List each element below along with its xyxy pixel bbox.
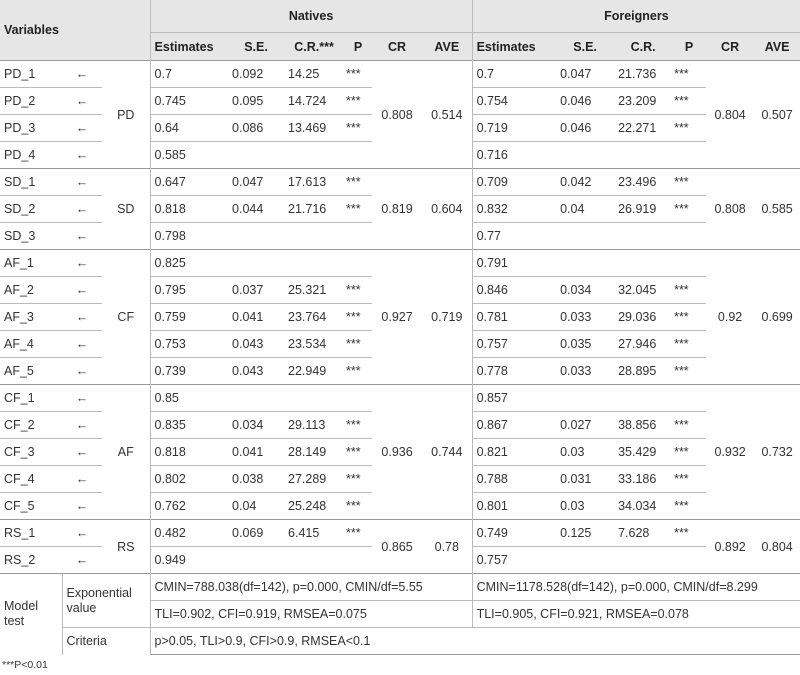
col-natives-cr-stat: C.R.*** bbox=[284, 33, 344, 61]
foreigners-estimate: 0.709 bbox=[472, 169, 556, 196]
foreigners-se bbox=[556, 385, 614, 412]
table-row bbox=[0, 520, 800, 547]
natives-estimate: 0.585 bbox=[150, 142, 228, 169]
natives-p bbox=[344, 547, 372, 574]
natives-cr-stat: 17.613 bbox=[284, 169, 344, 196]
natives-cr-stat: 14.25 bbox=[284, 61, 344, 88]
foreigners-estimate: 0.77 bbox=[472, 223, 556, 250]
arrow-icon: ← bbox=[62, 196, 102, 223]
natives-cr-stat: 23.764 bbox=[284, 304, 344, 331]
natives-p: *** bbox=[344, 466, 372, 493]
natives-estimate: 0.739 bbox=[150, 358, 228, 385]
natives-cr-stat: 6.415 bbox=[284, 520, 344, 547]
foreigners-header: Foreigners bbox=[472, 0, 800, 33]
natives-p: *** bbox=[344, 412, 372, 439]
variable-cell: CF_3 bbox=[0, 439, 62, 466]
foreigners-p: *** bbox=[672, 115, 706, 142]
table-row bbox=[0, 169, 800, 196]
foreigners-ave: 0.804 bbox=[754, 520, 800, 574]
foreigners-se: 0.035 bbox=[556, 331, 614, 358]
foreigners-se: 0.04 bbox=[556, 196, 614, 223]
natives-ave: 0.514 bbox=[422, 61, 472, 169]
foreigners-p: *** bbox=[672, 439, 706, 466]
foreigners-p: *** bbox=[672, 493, 706, 520]
arrow-icon: ← bbox=[62, 250, 102, 277]
natives-cr: 0.936 bbox=[372, 385, 422, 520]
foreigners-estimate: 0.778 bbox=[472, 358, 556, 385]
foreigners-se bbox=[556, 223, 614, 250]
criteria-value: p>0.05, TLI>0.9, CFI>0.9, RMSEA<0.1 bbox=[150, 628, 800, 655]
variable-cell: PD_1 bbox=[0, 61, 62, 88]
natives-cr-stat: 28.149 bbox=[284, 439, 344, 466]
foreigners-cr-stat: 35.429 bbox=[614, 439, 672, 466]
model-test-label: Model test bbox=[0, 574, 62, 655]
arrow-icon: ← bbox=[62, 169, 102, 196]
foreigners-estimate: 0.749 bbox=[472, 520, 556, 547]
foreigners-p: *** bbox=[672, 331, 706, 358]
arrow-icon: ← bbox=[62, 412, 102, 439]
natives-cr-stat: 22.949 bbox=[284, 358, 344, 385]
foreigners-se: 0.031 bbox=[556, 466, 614, 493]
natives-cr-stat bbox=[284, 223, 344, 250]
natives-estimate: 0.798 bbox=[150, 223, 228, 250]
foreigners-cr-stat: 27.946 bbox=[614, 331, 672, 358]
natives-p: *** bbox=[344, 358, 372, 385]
foreigners-cr: 0.932 bbox=[706, 385, 754, 520]
natives-p: *** bbox=[344, 331, 372, 358]
foreigners-estimate: 0.867 bbox=[472, 412, 556, 439]
natives-estimate: 0.949 bbox=[150, 547, 228, 574]
table-header bbox=[0, 0, 800, 61]
foreigners-cr-stat: 32.045 bbox=[614, 277, 672, 304]
natives-estimate: 0.753 bbox=[150, 331, 228, 358]
natives-ave: 0.719 bbox=[422, 250, 472, 385]
footnote: ***P<0.01 bbox=[2, 659, 48, 671]
foreigners-se bbox=[556, 250, 614, 277]
foreigners-cr-stat: 21.736 bbox=[614, 61, 672, 88]
natives-se: 0.041 bbox=[228, 304, 284, 331]
natives-estimate: 0.482 bbox=[150, 520, 228, 547]
table-body bbox=[0, 61, 800, 574]
natives-p: *** bbox=[344, 277, 372, 304]
model-test-section bbox=[0, 574, 800, 655]
natives-ave: 0.604 bbox=[422, 169, 472, 250]
natives-se: 0.047 bbox=[228, 169, 284, 196]
foreigners-p: *** bbox=[672, 277, 706, 304]
foreigners-se: 0.03 bbox=[556, 493, 614, 520]
natives-cr-stat: 27.289 bbox=[284, 466, 344, 493]
natives-se: 0.04 bbox=[228, 493, 284, 520]
arrow-icon: ← bbox=[62, 304, 102, 331]
natives-cr: 0.819 bbox=[372, 169, 422, 250]
foreigners-estimate: 0.846 bbox=[472, 277, 556, 304]
foreigners-cr-stat bbox=[614, 142, 672, 169]
natives-p bbox=[344, 250, 372, 277]
natives-cr-stat bbox=[284, 250, 344, 277]
foreigners-estimate: 0.716 bbox=[472, 142, 556, 169]
natives-p: *** bbox=[344, 88, 372, 115]
foreigners-se: 0.042 bbox=[556, 169, 614, 196]
natives-p bbox=[344, 385, 372, 412]
natives-ave: 0.744 bbox=[422, 385, 472, 520]
foreigners-se: 0.034 bbox=[556, 277, 614, 304]
foreigners-cr-stat bbox=[614, 250, 672, 277]
foreigners-se: 0.03 bbox=[556, 439, 614, 466]
col-foreigners-ave: AVE bbox=[754, 33, 800, 61]
factor-cell: AF bbox=[102, 385, 150, 520]
natives-p: *** bbox=[344, 439, 372, 466]
criteria-label: Criteria bbox=[62, 628, 150, 655]
foreigners-estimate: 0.754 bbox=[472, 88, 556, 115]
variable-cell: CF_4 bbox=[0, 466, 62, 493]
factor-cell: SD bbox=[102, 169, 150, 250]
natives-se: 0.043 bbox=[228, 331, 284, 358]
natives-estimate: 0.818 bbox=[150, 439, 228, 466]
factor-cell: RS bbox=[102, 520, 150, 574]
foreigners-estimate: 0.757 bbox=[472, 547, 556, 574]
foreigners-se bbox=[556, 547, 614, 574]
natives-cr-stat: 21.716 bbox=[284, 196, 344, 223]
natives-cr-stat: 25.248 bbox=[284, 493, 344, 520]
natives-se: 0.092 bbox=[228, 61, 284, 88]
arrow-icon: ← bbox=[62, 88, 102, 115]
exponential-value-label: Exponential value bbox=[62, 574, 150, 628]
foreigners-cr: 0.808 bbox=[706, 169, 754, 250]
foreigners-se: 0.027 bbox=[556, 412, 614, 439]
natives-se bbox=[228, 223, 284, 250]
table-row bbox=[0, 385, 800, 412]
foreigners-se bbox=[556, 142, 614, 169]
col-natives-cr: CR bbox=[372, 33, 422, 61]
variable-cell: CF_1 bbox=[0, 385, 62, 412]
natives-se: 0.095 bbox=[228, 88, 284, 115]
variable-cell: CF_2 bbox=[0, 412, 62, 439]
natives-cr: 0.927 bbox=[372, 250, 422, 385]
foreigners-se: 0.047 bbox=[556, 61, 614, 88]
col-natives-p: P bbox=[344, 33, 372, 61]
foreigners-cr-stat: 23.496 bbox=[614, 169, 672, 196]
natives-cr-stat: 29.113 bbox=[284, 412, 344, 439]
foreigners-estimate: 0.781 bbox=[472, 304, 556, 331]
natives-fit-line1: CMIN=788.038(df=142), p=0.000, CMIN/df=5.55 bbox=[150, 574, 472, 601]
foreigners-se: 0.046 bbox=[556, 88, 614, 115]
natives-fit-line2: TLI=0.902, CFI=0.919, RMSEA=0.075 bbox=[150, 601, 472, 628]
arrow-icon: ← bbox=[62, 142, 102, 169]
natives-cr-stat bbox=[284, 547, 344, 574]
foreigners-cr: 0.892 bbox=[706, 520, 754, 574]
natives-cr: 0.865 bbox=[372, 520, 422, 574]
foreigners-p: *** bbox=[672, 169, 706, 196]
table-row bbox=[0, 250, 800, 277]
natives-se: 0.069 bbox=[228, 520, 284, 547]
natives-p: *** bbox=[344, 115, 372, 142]
col-foreigners-estimates: Estimates bbox=[472, 33, 556, 61]
foreigners-p bbox=[672, 250, 706, 277]
foreigners-estimate: 0.857 bbox=[472, 385, 556, 412]
factor-cell: CF bbox=[102, 250, 150, 385]
variable-cell: AF_5 bbox=[0, 358, 62, 385]
variable-cell: RS_1 bbox=[0, 520, 62, 547]
natives-se: 0.034 bbox=[228, 412, 284, 439]
natives-se bbox=[228, 142, 284, 169]
foreigners-p bbox=[672, 223, 706, 250]
natives-cr: 0.808 bbox=[372, 61, 422, 169]
foreigners-cr-stat: 7.628 bbox=[614, 520, 672, 547]
natives-estimate: 0.802 bbox=[150, 466, 228, 493]
natives-estimate: 0.759 bbox=[150, 304, 228, 331]
arrow-icon: ← bbox=[62, 520, 102, 547]
natives-estimate: 0.64 bbox=[150, 115, 228, 142]
natives-se bbox=[228, 385, 284, 412]
natives-estimate: 0.795 bbox=[150, 277, 228, 304]
col-natives-se: S.E. bbox=[228, 33, 284, 61]
variable-cell: AF_4 bbox=[0, 331, 62, 358]
natives-cr-stat: 13.469 bbox=[284, 115, 344, 142]
arrow-icon: ← bbox=[62, 115, 102, 142]
natives-se: 0.038 bbox=[228, 466, 284, 493]
foreigners-cr-stat: 22.271 bbox=[614, 115, 672, 142]
col-foreigners-p: P bbox=[672, 33, 706, 61]
natives-se: 0.044 bbox=[228, 196, 284, 223]
natives-se: 0.037 bbox=[228, 277, 284, 304]
arrow-icon: ← bbox=[62, 223, 102, 250]
col-foreigners-cr: CR bbox=[706, 33, 754, 61]
natives-se bbox=[228, 250, 284, 277]
arrow-icon: ← bbox=[62, 385, 102, 412]
arrow-icon: ← bbox=[62, 547, 102, 574]
foreigners-fit-line2: TLI=0.905, CFI=0.921, RMSEA=0.078 bbox=[472, 601, 800, 628]
foreigners-cr-stat bbox=[614, 385, 672, 412]
foreigners-cr-stat: 34.034 bbox=[614, 493, 672, 520]
foreigners-cr-stat: 29.036 bbox=[614, 304, 672, 331]
foreigners-p: *** bbox=[672, 466, 706, 493]
natives-p: *** bbox=[344, 196, 372, 223]
variable-cell: RS_2 bbox=[0, 547, 62, 574]
foreigners-estimate: 0.7 bbox=[472, 61, 556, 88]
natives-p bbox=[344, 142, 372, 169]
variable-cell: AF_3 bbox=[0, 304, 62, 331]
natives-cr-stat bbox=[284, 142, 344, 169]
foreigners-p: *** bbox=[672, 304, 706, 331]
foreigners-estimate: 0.791 bbox=[472, 250, 556, 277]
foreigners-cr: 0.804 bbox=[706, 61, 754, 169]
natives-p: *** bbox=[344, 304, 372, 331]
natives-cr-stat: 25.321 bbox=[284, 277, 344, 304]
col-foreigners-se: S.E. bbox=[556, 33, 614, 61]
natives-se: 0.086 bbox=[228, 115, 284, 142]
table-row bbox=[0, 61, 800, 88]
natives-estimate: 0.85 bbox=[150, 385, 228, 412]
foreigners-cr-stat bbox=[614, 223, 672, 250]
natives-p: *** bbox=[344, 61, 372, 88]
natives-estimate: 0.762 bbox=[150, 493, 228, 520]
variable-cell: SD_3 bbox=[0, 223, 62, 250]
natives-se: 0.041 bbox=[228, 439, 284, 466]
natives-estimate: 0.745 bbox=[150, 88, 228, 115]
natives-header: Natives bbox=[150, 0, 472, 33]
foreigners-p: *** bbox=[672, 358, 706, 385]
natives-cr-stat: 23.534 bbox=[284, 331, 344, 358]
variable-cell: SD_2 bbox=[0, 196, 62, 223]
natives-estimate: 0.818 bbox=[150, 196, 228, 223]
foreigners-cr-stat: 23.209 bbox=[614, 88, 672, 115]
foreigners-estimate: 0.719 bbox=[472, 115, 556, 142]
foreigners-cr: 0.92 bbox=[706, 250, 754, 385]
foreigners-se: 0.046 bbox=[556, 115, 614, 142]
foreigners-p: *** bbox=[672, 88, 706, 115]
foreigners-estimate: 0.821 bbox=[472, 439, 556, 466]
foreigners-cr-stat bbox=[614, 547, 672, 574]
foreigners-p: *** bbox=[672, 61, 706, 88]
variable-cell: CF_5 bbox=[0, 493, 62, 520]
foreigners-ave: 0.732 bbox=[754, 385, 800, 520]
arrow-icon: ← bbox=[62, 466, 102, 493]
foreigners-cr-stat: 26.919 bbox=[614, 196, 672, 223]
variable-cell: PD_4 bbox=[0, 142, 62, 169]
col-natives-estimates: Estimates bbox=[150, 33, 228, 61]
foreigners-estimate: 0.801 bbox=[472, 493, 556, 520]
foreigners-cr-stat: 28.895 bbox=[614, 358, 672, 385]
col-foreigners-cr-stat: C.R. bbox=[614, 33, 672, 61]
foreigners-estimate: 0.788 bbox=[472, 466, 556, 493]
foreigners-se: 0.033 bbox=[556, 304, 614, 331]
natives-p: *** bbox=[344, 493, 372, 520]
natives-p bbox=[344, 223, 372, 250]
foreigners-p: *** bbox=[672, 412, 706, 439]
arrow-icon: ← bbox=[62, 61, 102, 88]
foreigners-ave: 0.507 bbox=[754, 61, 800, 169]
variable-cell: AF_2 bbox=[0, 277, 62, 304]
factor-cell: PD bbox=[102, 61, 150, 169]
natives-se: 0.043 bbox=[228, 358, 284, 385]
foreigners-fit-line1: CMIN=1178.528(df=142), p=0.000, CMIN/df=8.299 bbox=[472, 574, 800, 601]
natives-estimate: 0.825 bbox=[150, 250, 228, 277]
natives-estimate: 0.835 bbox=[150, 412, 228, 439]
foreigners-cr-stat: 38.856 bbox=[614, 412, 672, 439]
arrow-icon: ← bbox=[62, 277, 102, 304]
foreigners-ave: 0.585 bbox=[754, 169, 800, 250]
natives-cr-stat: 14.724 bbox=[284, 88, 344, 115]
col-natives-ave: AVE bbox=[422, 33, 472, 61]
natives-ave: 0.78 bbox=[422, 520, 472, 574]
arrow-icon: ← bbox=[62, 358, 102, 385]
natives-p: *** bbox=[344, 520, 372, 547]
variable-cell: PD_3 bbox=[0, 115, 62, 142]
natives-estimate: 0.647 bbox=[150, 169, 228, 196]
foreigners-se: 0.125 bbox=[556, 520, 614, 547]
foreigners-p bbox=[672, 385, 706, 412]
natives-se bbox=[228, 547, 284, 574]
foreigners-estimate: 0.757 bbox=[472, 331, 556, 358]
foreigners-p: *** bbox=[672, 520, 706, 547]
foreigners-cr-stat: 33.186 bbox=[614, 466, 672, 493]
foreigners-p bbox=[672, 547, 706, 574]
natives-p: *** bbox=[344, 169, 372, 196]
arrow-icon: ← bbox=[62, 439, 102, 466]
variable-cell: AF_1 bbox=[0, 250, 62, 277]
variable-cell: PD_2 bbox=[0, 88, 62, 115]
foreigners-p bbox=[672, 142, 706, 169]
natives-estimate: 0.7 bbox=[150, 61, 228, 88]
variables-header: Variables bbox=[0, 0, 150, 61]
foreigners-p: *** bbox=[672, 196, 706, 223]
arrow-icon: ← bbox=[62, 331, 102, 358]
variable-cell: SD_1 bbox=[0, 169, 62, 196]
arrow-icon: ← bbox=[62, 493, 102, 520]
foreigners-se: 0.033 bbox=[556, 358, 614, 385]
foreigners-ave: 0.699 bbox=[754, 250, 800, 385]
foreigners-estimate: 0.832 bbox=[472, 196, 556, 223]
natives-cr-stat bbox=[284, 385, 344, 412]
